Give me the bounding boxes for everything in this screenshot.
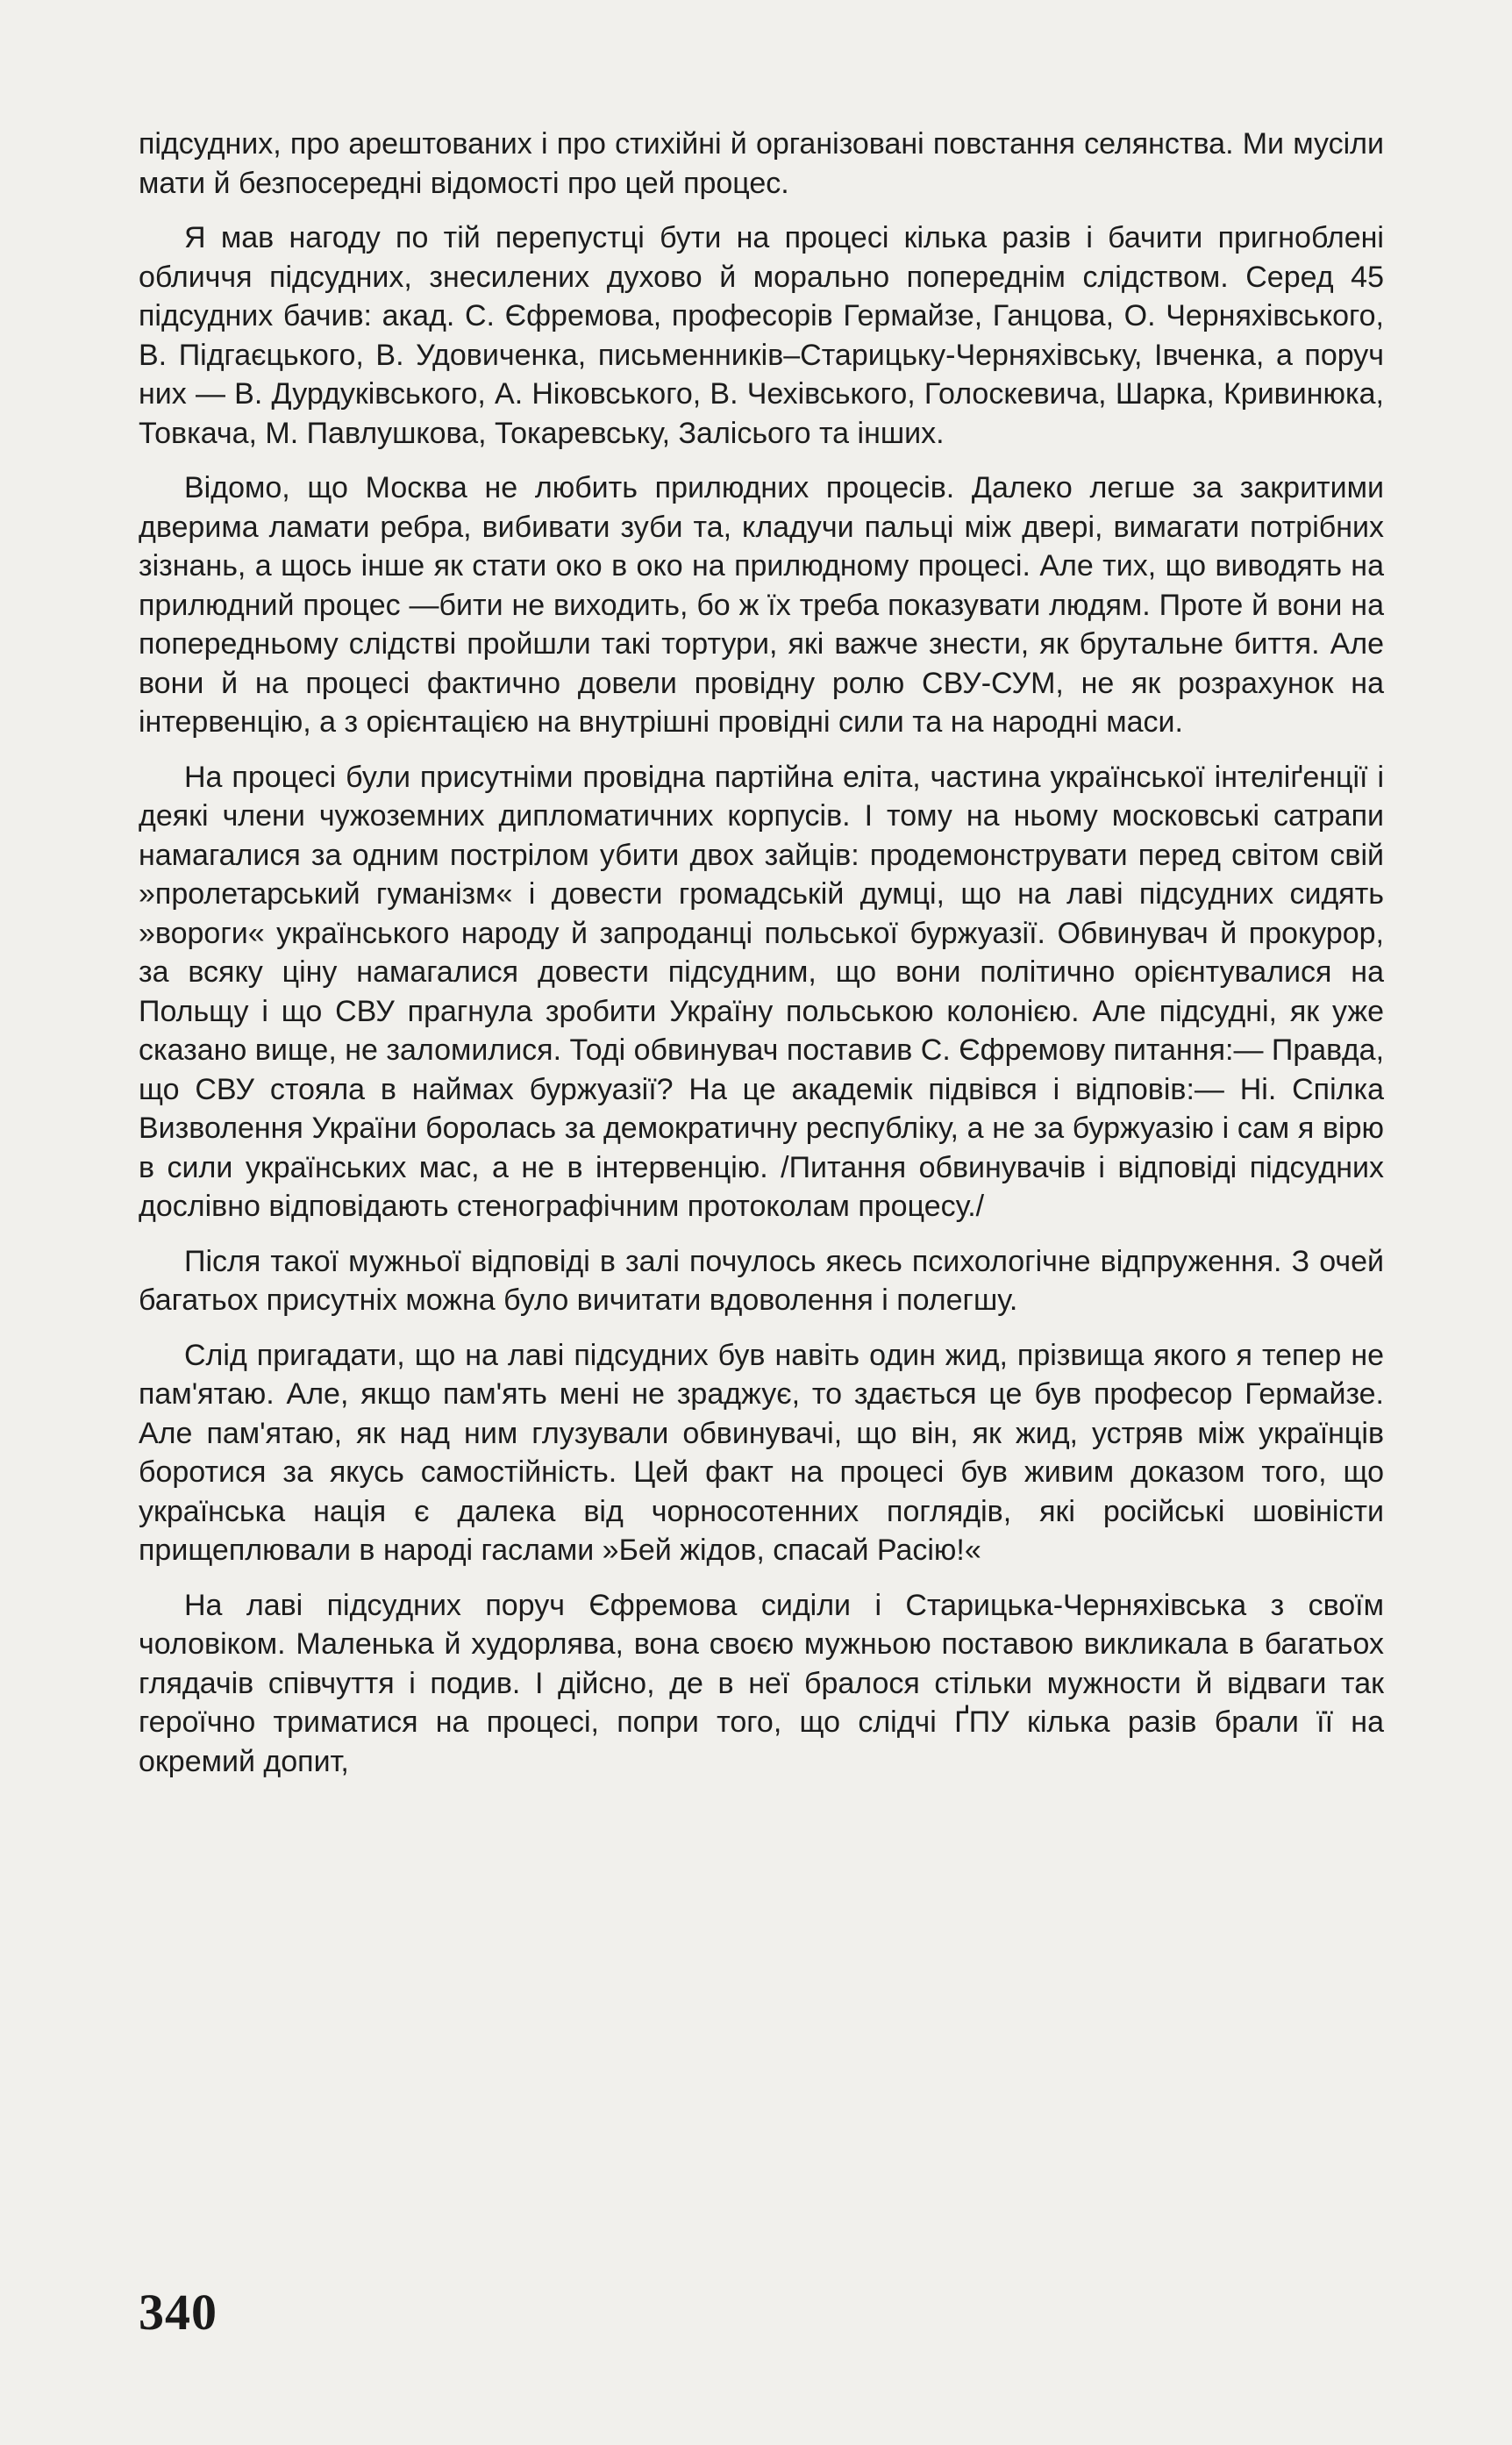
page-number: 340 — [139, 2284, 218, 2341]
paragraph-4: На процесі були присутніми провідна партійна еліта, частина української інтеліґенції і деякі члени чужоземних дипломатичних корпусів. І тому на ньому московські сатрапи намагалися за одним пострілом убити двох зайців: продемонструвати перед світом свій »пролетарський гуманізм« і довести громадській думці, що на лаві підсудних сидять »вороги« українського народу й запроданці польської буржуазії. Обвинувач й прокурор, за всяку ціну намагалися довести підсудним, що вони політично орієнтувалися на Польщу і що СВУ прагнула зробити Україну польською колонією. Але підсудні, як уже сказано вище, не заломилися. Тоді обвинувач поставив С. Єфремову питання:— Правда, що СВУ стояла в наймах буржуазії? На це академік підвівся і відповів:— Ні. Спілка Визволення України боролась за демократичну республіку, а не за буржуазію і сам я вірю в сили українських мас, а не в інтервенцію. /Питання обвинувачів і відповіді підсудних дослівно відповідають стенографічним протоколам процесу./ — [139, 760, 1385, 1223]
paragraph-1: підсудних, про арештованих і про стихійні й організовані повстання селянства. Ми мусіли мати й безпосередні відомості про цей процес. — [139, 127, 1384, 200]
paragraph-7: На лаві підсудних поруч Єфремова сиділи і Старицька-Черняхівська з своїм чоловіком. Маленька й худорлява, вона своєю мужньою поставою викликала в багатьох глядачів співчуття і подив. І дійсно, де в неї бралося стільки мужности й відваги так героїчно триматися на процесі, попри того, що слідчі ҐПУ кілька разів брали її на окремий допит, — [139, 1588, 1384, 1778]
paragraph-2: Я мав нагоду по тій перепустці бути на процесі кілька разів і бачити пригноблені обличчя підсудних, знесилених духово й морально попереднім слідством. Серед 45 підсудних бачив: акад. С. Єфремова, професорів Гермайзе, Ганцова, О. Черняхівського, В. Підгаєцького, В. Удовиченка, письменників–Старицьку-Черняхівську, Івченка, а поруч них — В. Дурдуківського, А. Ніковського, В. Чехівського, Голоскевича, Шарка, Кривинюка, Товкача, М. Павлушкова, Токаревську, Залісього та інших. — [139, 221, 1384, 450]
paragraph-3: Відомо, що Москва не любить прилюдних процесів. Далеко легше за закритими дверима ламати ребра, вибивати зуби та, кладучи пальці між двері, вимагати потрібних зізнань, а щось інше як стати око в око на прилюдному процесі. Але тих, що виводять на прилюдний процес —бити не виходить, бо ж їх треба показувати людям. Проте й вони на попередньому слідстві пройшли такі тортури, які важче знести, як брутальне биття. Але вони й на процесі фактично довели провідну ролю СВУ-СУМ, не як розрахунок на інтервенцію, а з орієнтацією на внутрішні провідні сили та на народні маси. — [139, 471, 1384, 739]
body-text — [139, 125, 1384, 1797]
paragraph-5: Після такої мужньої відповіді в залі почулось якесь психологічне відпруження. З очей багатьох присутніх можна було вичитати вдоволення і полегшу. — [139, 1244, 1384, 1317]
paragraph-6: Слід пригадати, що на лаві підсудних був навіть один жид, прізвища якого я тепер не пам'ятаю. Але, якщо пам'ять мені не зраджує, то здається це був професор Гермайзе. Але пам'ятаю, як над ним глузували обвинувачі, що він, як жид, устряв між українців боротися за якусь самостійність. Цей факт на процесі був живим доказом того, що українська нація є далека від чорносотенних поглядів, які російські шовіністи прищеплювали в народі гаслами »Бей жідов, спасай Расію!« — [139, 1338, 1384, 1567]
